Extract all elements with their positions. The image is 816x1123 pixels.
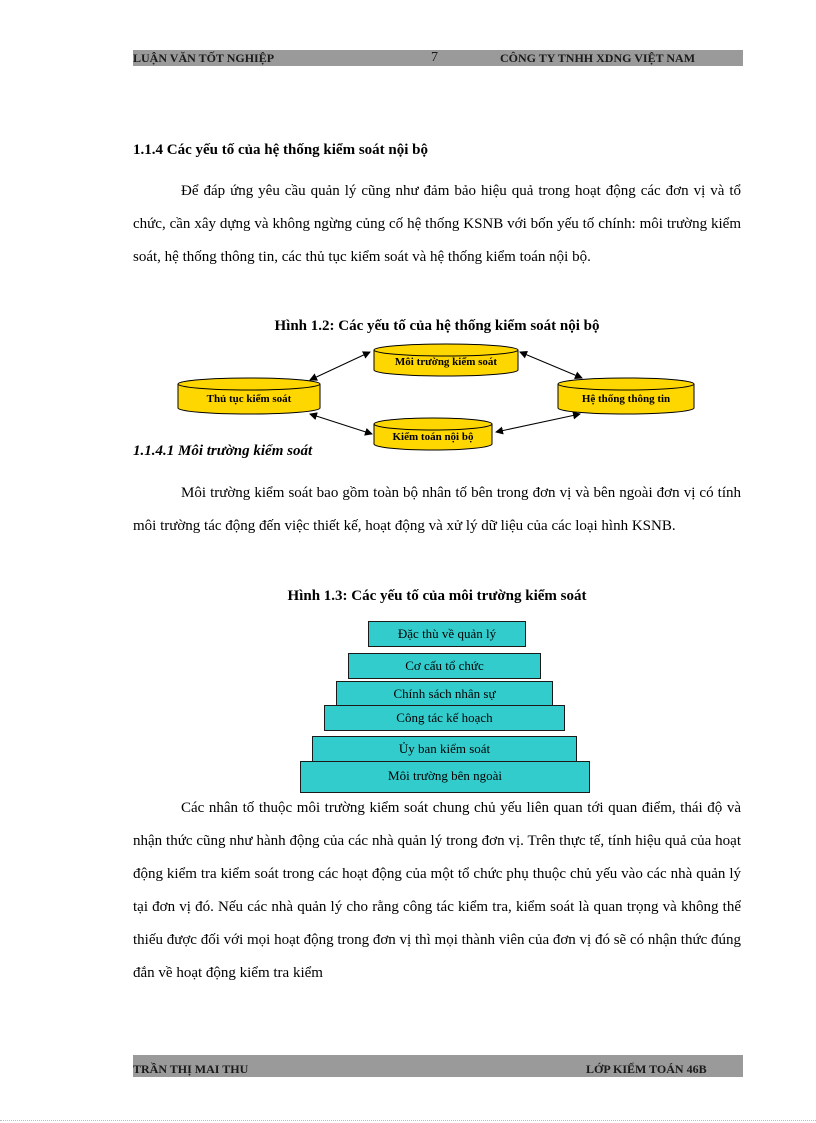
arrow-top-right xyxy=(520,352,582,378)
pyramid-level-2: Cơ cấu tổ chức xyxy=(348,653,541,679)
pyramid-level-6: Môi trường bên ngoài xyxy=(300,761,590,793)
cylinder-bottom xyxy=(374,418,492,450)
header-left-text: LUẬN VĂN TỐT NGHIỆP xyxy=(133,51,275,65)
footer-left-text: TRẦN THỊ MAI THU xyxy=(133,1062,249,1076)
pyramid-level-3: Chính sách nhân sự xyxy=(336,681,553,707)
cylinder-right xyxy=(558,378,694,414)
pyramid-level-4: Công tác kế hoạch xyxy=(324,705,565,731)
page-number: 7 xyxy=(431,50,438,65)
node-left-label: Thủ tục kiểm soát xyxy=(206,393,292,405)
pyramid-level-1: Đặc thù về quản lý xyxy=(368,621,526,647)
closing-paragraph-text: Các nhân tố thuộc môi trường kiểm soát chung chủ yếu liên quan tới quan điểm, thái độ và nhận thức cũng như hành động của các nhà quản lý trong đơn vị. Trên thực tế, tính hiệu quả của hoạt động kiểm tra kiểm soát trong các hoạt động của một tổ chức phụ thuộc chủ yếu vào các nhà quản lý tại đơn vị đó. Nếu các nhà quản lý cho rằng công tác kiểm tra, kiểm soát là quan trọng và không thể thiếu được đối với mọi hoạt động trong đơn vị thì mọi thành viên của đơn vị đó sẽ có nhận thức đúng đắn về hoạt động kiểm tra kiểm xyxy=(133,800,741,981)
cylinder-left xyxy=(178,378,320,414)
figure-1-2-caption: Hình 1.2: Các yếu tố của hệ thống kiểm soát nội bộ xyxy=(274,318,600,334)
figure-1-2-diagram xyxy=(170,338,710,458)
subsection-paragraph-text: Môi trường kiểm soát bao gồm toàn bộ nhân tố bên trong đơn vị và bên ngoài đơn vị có tính môi trường tác động đến việc thiết kế, hoạt động và xử lý dữ liệu của các loại hình KSNB. xyxy=(133,485,741,534)
footer-right-text: LỚP KIỂM TOÁN 46B xyxy=(586,1062,707,1076)
pyramid-level-5: Ủy ban kiểm soát xyxy=(312,736,577,762)
header-right-text: CÔNG TY TNHH XDNG VIỆT NAM xyxy=(500,51,696,65)
figure-1-3-caption: Hình 1.3: Các yếu tố của môi trường kiểm soát xyxy=(287,588,587,604)
arrow-bottom-right xyxy=(496,414,580,432)
section-paragraph xyxy=(133,175,741,274)
cylinder-top xyxy=(374,344,518,376)
section-heading: 1.1.4 Các yếu tố của hệ thống kiểm soát nội bộ xyxy=(133,142,429,158)
closing-paragraph xyxy=(133,792,741,990)
subsection-paragraph xyxy=(133,477,741,543)
section-paragraph-text: Để đáp ứng yêu cầu quản lý cũng như đảm bảo hiệu quả trong hoạt động các đơn vị và tổ chức, cần xây dựng và không ngừng củng cố hệ thống KSNB với bốn yếu tố chính: môi trường kiểm soát, hệ thống thông tin, các thủ tục kiểm soát và hệ thống kiểm toán nội bộ. xyxy=(133,183,741,265)
node-right-label: Hệ thống thông tin xyxy=(581,393,671,405)
node-top-label: Môi trường kiểm soát xyxy=(394,356,498,368)
page-bottom-divider xyxy=(0,1120,816,1121)
arrow-left-bottom xyxy=(310,414,372,434)
node-bottom-label: Kiểm toán nội bộ xyxy=(392,431,474,443)
arrow-left-top xyxy=(310,352,370,380)
subsection-heading: 1.1.4.1 Môi trường kiểm soát xyxy=(133,443,313,459)
